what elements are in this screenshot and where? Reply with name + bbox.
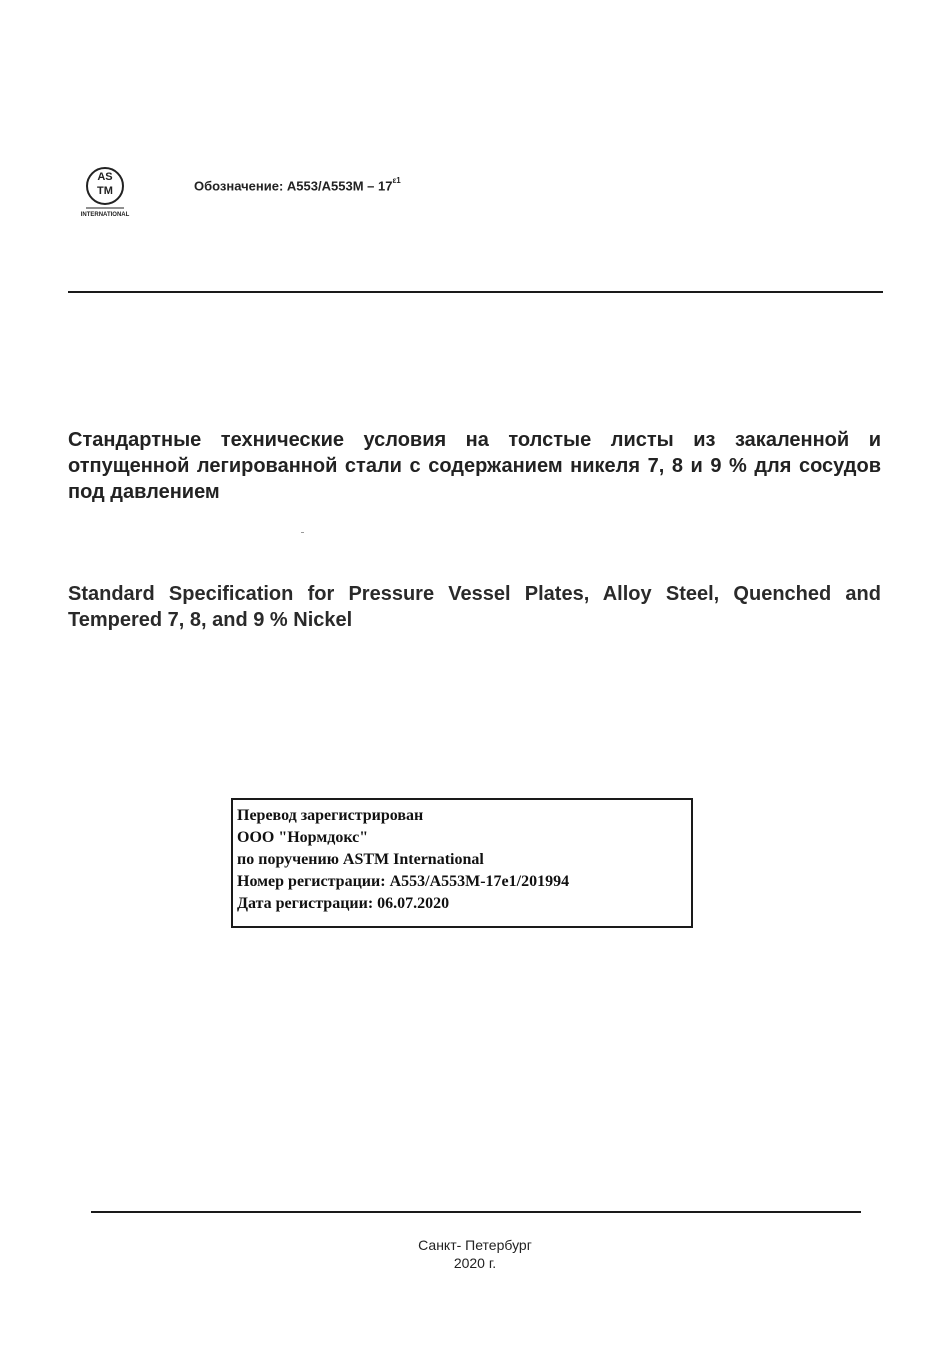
- stray-mark: [301, 532, 304, 533]
- title-english: Standard Specification for Pressure Vessel Plates, Alloy Steel, Quenched and Tempered 7, 8, and 9 % Nickel: [68, 583, 881, 631]
- bottom-divider: [91, 1211, 861, 1213]
- footer: [375, 1236, 575, 1272]
- registration-line-1: Перевод зарегистрирован: [237, 807, 424, 824]
- registration-box: [231, 798, 693, 928]
- title-russian: Стандартные технические условия на толстые листы из закаленной и отпущенной легированной стали с содержанием никеля 7, 8 и 9 % для сосудов под давлением: [68, 429, 881, 503]
- registration-line-2: ООО "Нормдокс": [237, 829, 369, 846]
- footer-city: Санкт- Петербург: [418, 1237, 532, 1253]
- registration-number: Номер регистрации: A553/A553M-17e1/201994: [237, 873, 570, 890]
- designation: [194, 178, 401, 193]
- designation-suffix: ε1: [392, 176, 401, 185]
- logo-wordmark: INTERNATIONAL: [80, 212, 130, 218]
- registration-date: Дата регистрации: 06.07.2020: [237, 895, 450, 912]
- astm-logo: [78, 164, 132, 222]
- designation-label: Обозначение: A553/A553M – 17: [194, 178, 393, 194]
- registration-line-3: по поручению ASTM International: [237, 851, 484, 868]
- svg-text:TM: TM: [97, 185, 113, 197]
- footer-year: 2020 г.: [453, 1255, 497, 1271]
- top-divider: [68, 291, 883, 293]
- svg-text:AS: AS: [97, 171, 113, 183]
